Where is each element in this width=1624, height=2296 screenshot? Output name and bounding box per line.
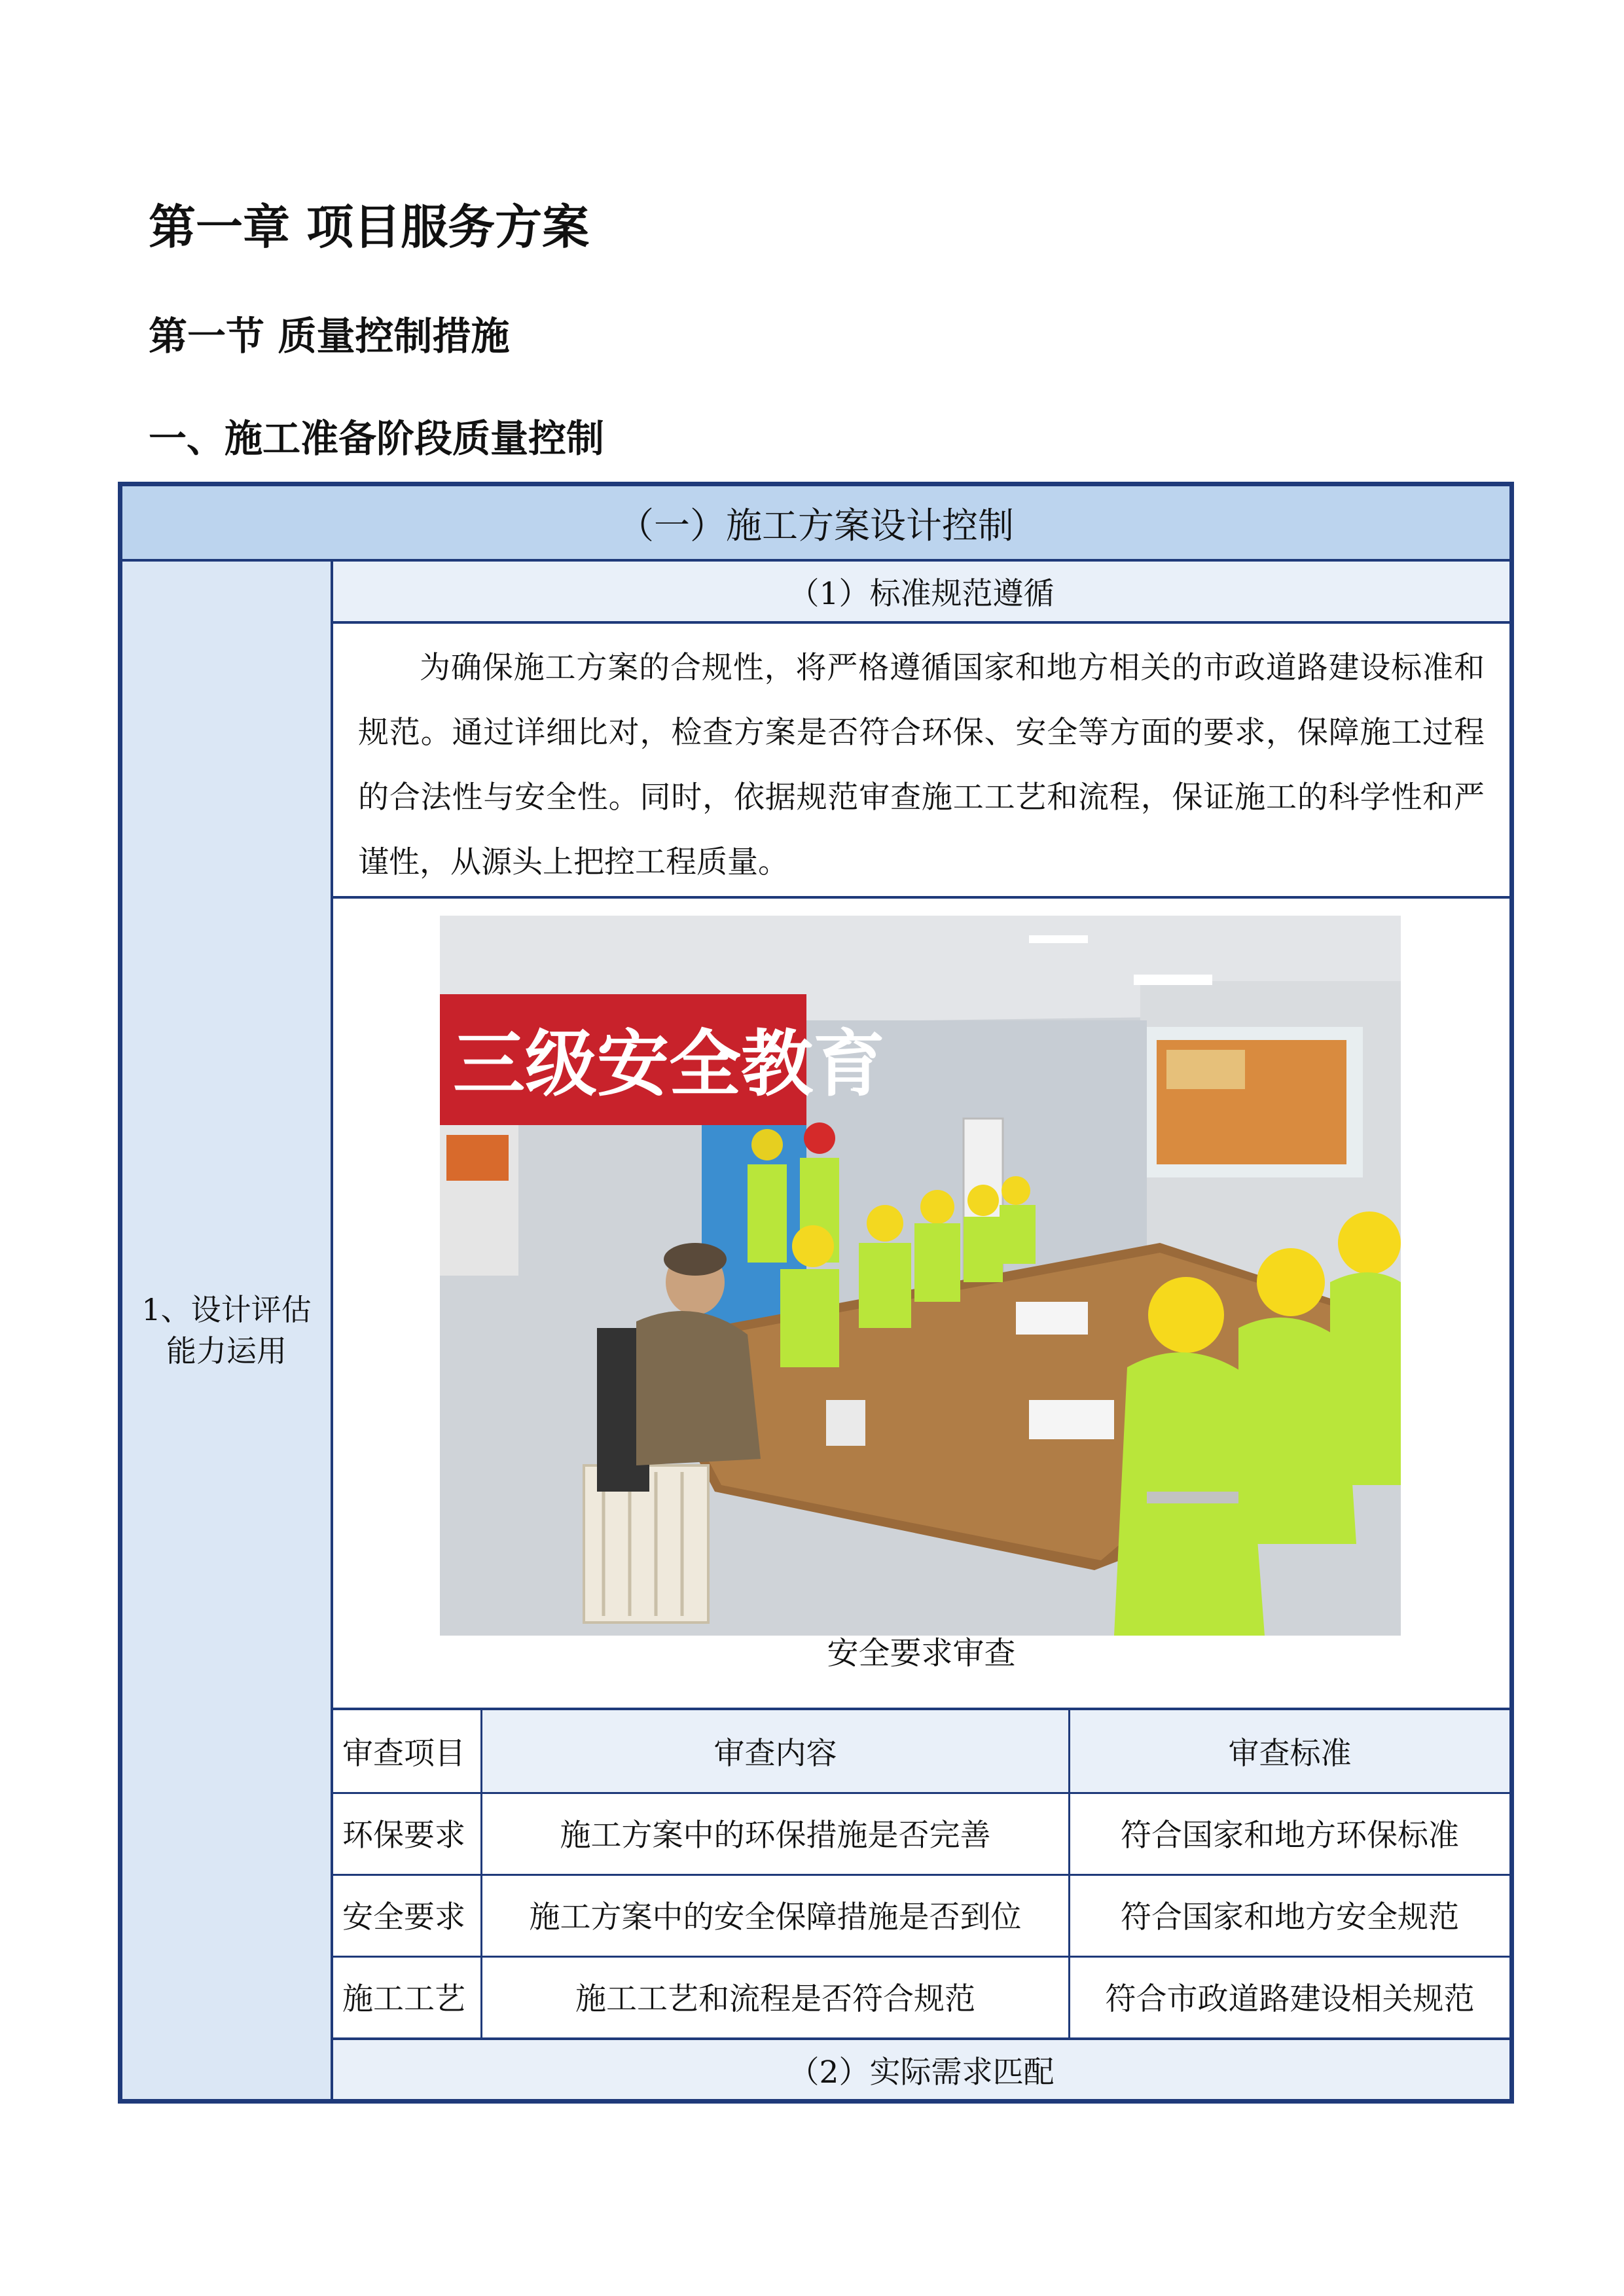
table-row bbox=[333, 1874, 1509, 1958]
header-content: 审查内容 bbox=[482, 1710, 1070, 1792]
left-label: 1、设计评估能力运用 bbox=[122, 562, 333, 2099]
review-header-row bbox=[333, 1710, 1509, 1794]
table-row bbox=[333, 1956, 1509, 2037]
table-title: （一）施工方案设计控制 bbox=[122, 486, 1509, 562]
subsection-heading: 一、施工准备阶段质量控制 bbox=[149, 416, 605, 461]
photo-caption: 安全要求审查 bbox=[827, 1635, 1016, 1672]
subheading-needs: （2）实际需求匹配 bbox=[333, 2037, 1509, 2099]
standards-paragraph: 为确保施工方案的合规性，将严格遵循国家和地方相关的市政道路建设标准和规范。通过详细比对，检查方案是否符合环保、安全等方面的要求，保障施工过程的合法性与安全性。同时，依据规范审查施工工艺和流程，保证施工的科学性和严谨性，从源头上把控工程质量。 bbox=[333, 624, 1509, 899]
header-standard: 审查标准 bbox=[1070, 1710, 1509, 1792]
row-item: 安全要求 bbox=[333, 1874, 482, 1956]
row-standard: 符合国家和地方环保标准 bbox=[1121, 1818, 1459, 1854]
section-heading: 第一节 质量控制措施 bbox=[149, 314, 510, 359]
safety-meeting-photo bbox=[440, 916, 1401, 1636]
table-row bbox=[333, 1792, 1509, 1876]
row-item: 环保要求 bbox=[333, 1792, 482, 1874]
row-item: 施工工艺 bbox=[333, 1956, 482, 2037]
chapter-heading: 第一章 项目服务方案 bbox=[149, 200, 590, 255]
control-table bbox=[118, 482, 1514, 2104]
header-item: 审查项目 bbox=[333, 1710, 482, 1792]
row-content: 施工方案中的环保措施是否完善 bbox=[482, 1792, 1070, 1874]
review-table bbox=[333, 1710, 1509, 2037]
row-content: 施工工艺和流程是否符合规范 bbox=[482, 1956, 1070, 2037]
row-standard: 符合市政道路建设相关规范 bbox=[1105, 1981, 1475, 2017]
photo-cell bbox=[333, 899, 1509, 1710]
row-content: 施工方案中的安全保障措施是否到位 bbox=[482, 1874, 1070, 1956]
row-standard: 符合国家和地方安全规范 bbox=[1121, 1899, 1459, 1935]
banner-text: 三级安全教育 bbox=[453, 1022, 885, 1106]
subheading-standards: （1）标准规范遵循 bbox=[333, 562, 1509, 624]
